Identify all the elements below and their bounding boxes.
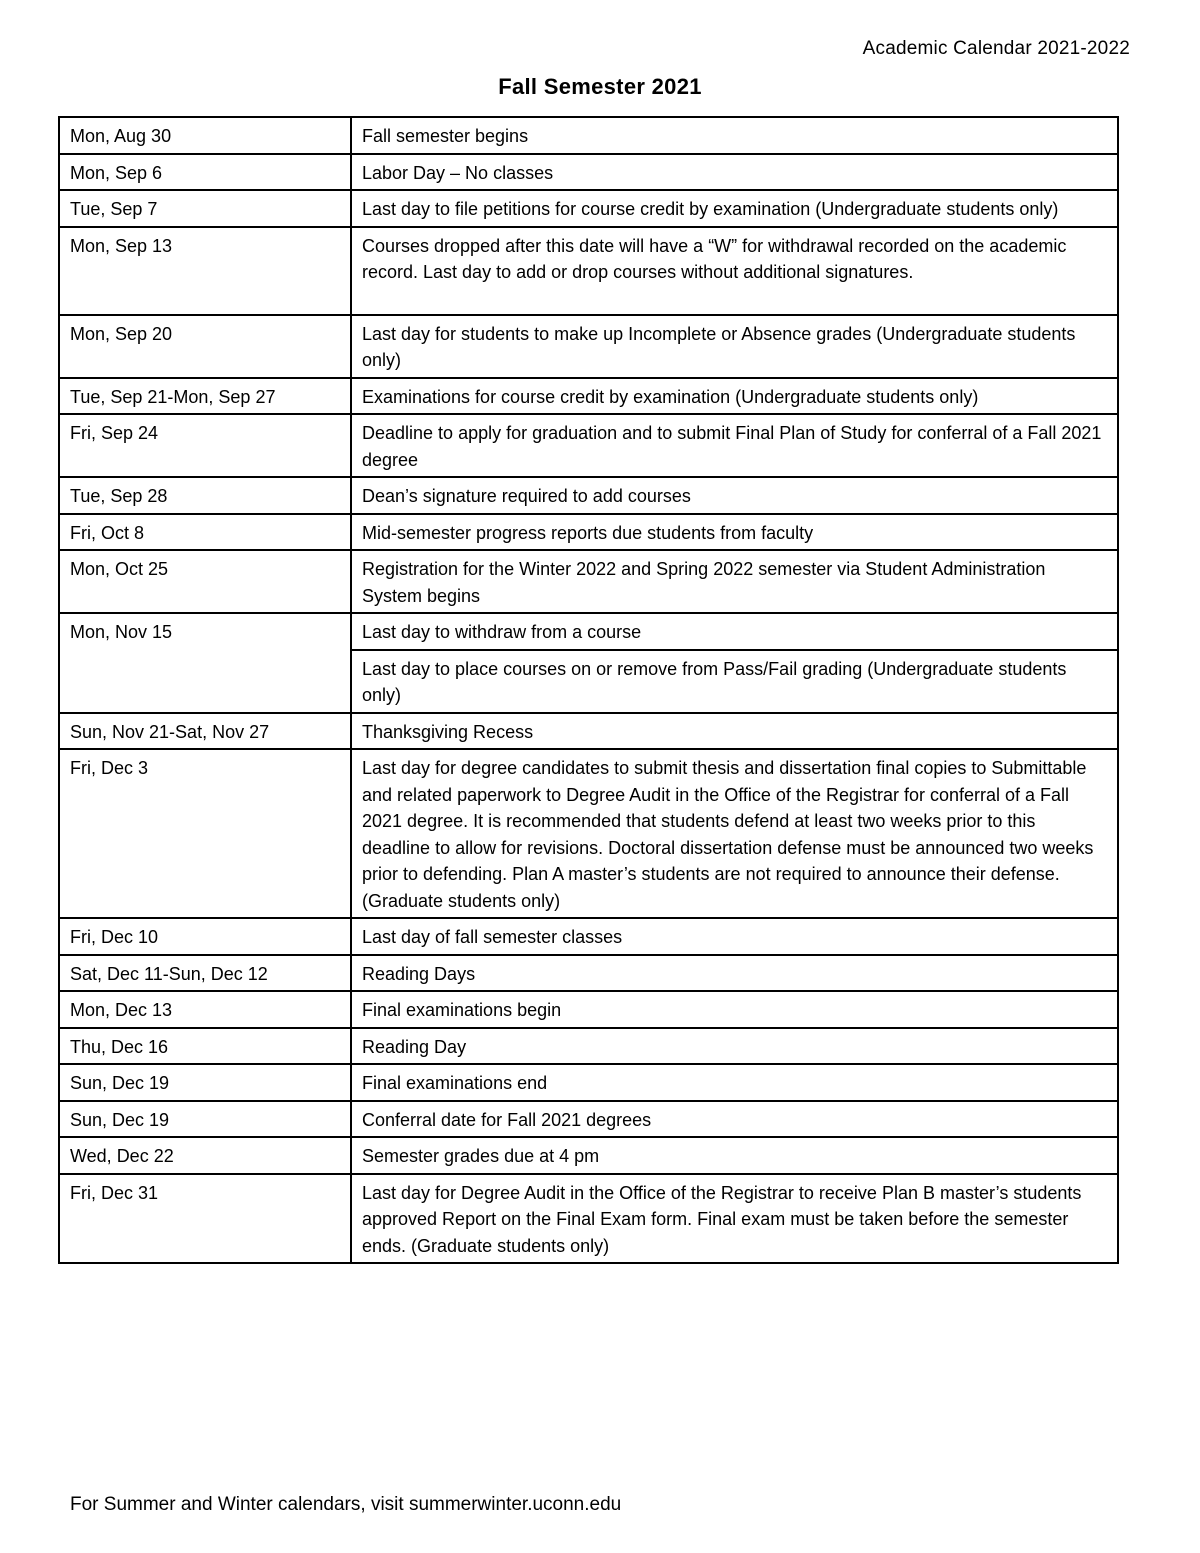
event-cell: Thanksgiving Recess	[351, 713, 1118, 750]
table-row	[59, 514, 1118, 551]
table-row	[59, 991, 1118, 1028]
event-cell: Final examinations begin	[351, 991, 1118, 1028]
date-cell: Thu, Dec 16	[59, 1028, 351, 1065]
table-row	[59, 190, 1118, 227]
date-cell: Mon, Sep 13	[59, 227, 351, 315]
event-cell: Last day for Degree Audit in the Office of the Registrar to receive Plan B master’s students approved Report on the Final Exam form. Final exam must be taken before the semester ends. (Graduate students only)	[351, 1174, 1118, 1264]
date-cell: Mon, Oct 25	[59, 550, 351, 613]
date-cell: Fri, Dec 10	[59, 918, 351, 955]
event-cell: Fall semester begins	[351, 117, 1118, 154]
table-row	[59, 1101, 1118, 1138]
event-cell: Last day of fall semester classes	[351, 918, 1118, 955]
table-row	[59, 477, 1118, 514]
table-row	[59, 1064, 1118, 1101]
date-cell: Sun, Nov 21-Sat, Nov 27	[59, 713, 351, 750]
table-row	[59, 1028, 1118, 1065]
date-cell: Mon, Dec 13	[59, 991, 351, 1028]
event-cell: Final examinations end	[351, 1064, 1118, 1101]
table-row	[59, 227, 1118, 315]
date-cell: Tue, Sep 28	[59, 477, 351, 514]
event-cell: Conferral date for Fall 2021 degrees	[351, 1101, 1118, 1138]
date-cell: Mon, Sep 6	[59, 154, 351, 191]
event-cell: Reading Day	[351, 1028, 1118, 1065]
date-cell: Fri, Sep 24	[59, 414, 351, 477]
date-cell: Tue, Sep 21-Mon, Sep 27	[59, 378, 351, 415]
date-cell: Sat, Dec 11-Sun, Dec 12	[59, 955, 351, 992]
date-cell: Fri, Oct 8	[59, 514, 351, 551]
table-row	[59, 1174, 1118, 1264]
event-cell: Last day to withdraw from a course	[351, 613, 1118, 650]
date-cell: Sun, Dec 19	[59, 1064, 351, 1101]
event-cell: Reading Days	[351, 955, 1118, 992]
footer-note: For Summer and Winter calendars, visit summerwinter.uconn.edu	[70, 1494, 622, 1515]
event-cell: Last day to file petitions for course credit by examination (Undergraduate students only)	[351, 190, 1118, 227]
event-cell: Mid-semester progress reports due students from faculty	[351, 514, 1118, 551]
table-row	[59, 117, 1118, 154]
event-cell: Last day for students to make up Incomplete or Absence grades (Undergraduate students only)	[351, 315, 1118, 378]
date-cell: Fri, Dec 31	[59, 1174, 351, 1264]
table-row	[59, 918, 1118, 955]
date-cell: Fri, Dec 3	[59, 749, 351, 918]
calendar-table	[58, 116, 1119, 1264]
document-label: Academic Calendar 2021-2022	[862, 38, 1130, 59]
event-cell: Last day to place courses on or remove from Pass/Fail grading (Undergraduate students only)	[351, 650, 1118, 713]
table-row	[59, 315, 1118, 378]
event-cell: Deadline to apply for graduation and to submit Final Plan of Study for conferral of a Fall 2021 degree	[351, 414, 1118, 477]
date-cell: Mon, Aug 30	[59, 117, 351, 154]
event-cell: Last day for degree candidates to submit thesis and dissertation final copies to Submittable and related paperwork to Degree Audit in the Office of the Registrar for conferral of a Fall 2021 degree. It is recommended that students defend at least two weeks prior to this deadline to allow for revisions. Doctoral dissertation defense must be announced two weeks prior to defending. Plan A master’s students are not required to announce their defense. (Graduate students only)	[351, 749, 1118, 918]
date-cell: Mon, Nov 15	[59, 613, 351, 713]
date-cell: Sun, Dec 19	[59, 1101, 351, 1138]
table-row	[59, 154, 1118, 191]
event-cell: Courses dropped after this date will have a “W” for withdrawal recorded on the academic record. Last day to add or drop courses without additional signatures.	[351, 227, 1118, 315]
page-title: Fall Semester 2021	[498, 74, 702, 99]
table-row	[59, 613, 1118, 650]
event-cell: Semester grades due at 4 pm	[351, 1137, 1118, 1174]
table-row	[59, 1137, 1118, 1174]
table-row	[59, 378, 1118, 415]
table-row	[59, 955, 1118, 992]
date-cell: Tue, Sep 7	[59, 190, 351, 227]
table-row	[59, 550, 1118, 613]
date-cell: Wed, Dec 22	[59, 1137, 351, 1174]
table-row	[59, 713, 1118, 750]
table-row	[59, 749, 1118, 918]
event-cell: Labor Day – No classes	[351, 154, 1118, 191]
event-cell: Registration for the Winter 2022 and Spring 2022 semester via Student Administration System begins	[351, 550, 1118, 613]
event-cell: Dean’s signature required to add courses	[351, 477, 1118, 514]
date-cell: Mon, Sep 20	[59, 315, 351, 378]
event-cell: Examinations for course credit by examination (Undergraduate students only)	[351, 378, 1118, 415]
table-row	[59, 414, 1118, 477]
